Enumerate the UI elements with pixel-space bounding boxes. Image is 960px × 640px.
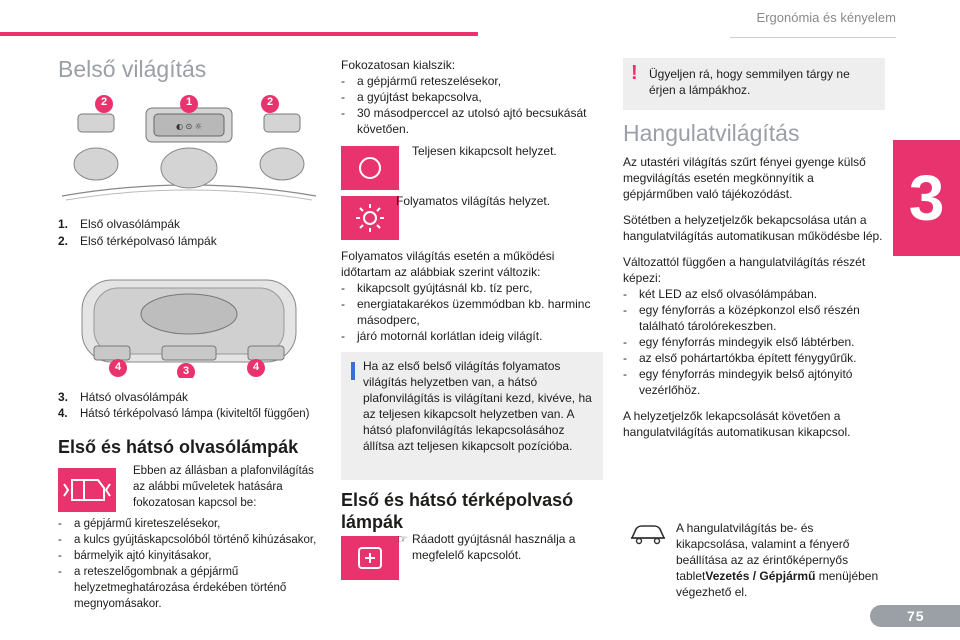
- section-title: Ergonómia és kényelem: [756, 10, 896, 25]
- mood-lighting-body: [623, 154, 885, 440]
- callout-1: 1: [185, 96, 193, 108]
- door-lamp-text: Ebben az állásban a plafonvilágítás az alábbi műveletek hatására fokozatosan kapcsol be:: [133, 465, 314, 509]
- list-item: - 30 másodperccel az utolsó ajtó becsukását követően.: [341, 105, 603, 137]
- paragraph: Sötétben a helyzetjelzők bekapcsolása után a hangulatvilágítás automatikusan működésbe lép.: [623, 213, 883, 243]
- map-lamp-icon: [341, 536, 399, 580]
- info-icon: [351, 362, 355, 380]
- list-item: - egy fényforrás a középkonzol első részén található tárolórekeszben.: [623, 302, 885, 334]
- paragraph: Az utastéri világítás szűrt fényei gyenge külső megvilágítás esetén megkönnyítik a gépjárműben való tájékozódást.: [623, 155, 866, 201]
- info-note-text: Ha az első belső világítás folyamatos világítás helyzetben van, a hátsó plafonvilágítás is világítani kezd, kivéve, ha az teljesen kikapcsolt helyzetben van. A hátsó plafonvilágítás lekapcsolásához állítsa azt teljesen kikapcsolt pozícióba.: [363, 359, 592, 453]
- header-accent-bar: [0, 32, 478, 36]
- off-list: [341, 73, 603, 137]
- header-divider: [730, 37, 896, 38]
- map-lamp-icon-box: [341, 536, 399, 580]
- callout-3: 3: [182, 365, 190, 377]
- door-lamp-icon: [58, 468, 116, 512]
- list-item: - a gépjármű reteszelésekor,: [341, 73, 603, 89]
- rear-item: 4. Hátsó térképolvasó lámpa (kiviteltől függően): [58, 408, 310, 420]
- callout-4-left: 4: [114, 361, 122, 373]
- car-text: A hangulatvilágítás be- és kikapcsolása, valamint a fényerő beállítása az az érintőképernyős tabletVezetés / Gépjármű menüjében végezhető el.: [676, 521, 879, 599]
- duration-list: [341, 280, 603, 344]
- list-item: - kikapcsolt gyújtásnál kb. tíz perc,: [341, 280, 603, 296]
- duration-intro: Folyamatos világítás esetén a működési időtartam az alábbiak szerint változik:: [341, 249, 555, 279]
- paragraph: A helyzetjelzők lekapcsolását követően a hangulatvilágítás automatikusan kikapcsol.: [623, 409, 851, 439]
- page-number: 75: [907, 608, 925, 624]
- list-item: - az első pohártartókba épített fénygyűrűk.: [623, 350, 885, 366]
- list-item: - a kulcs gyújtáskapcsolóból történő kihúzásakor,: [58, 532, 323, 548]
- mood-lighting-title: Hangulatvilágítás: [623, 120, 800, 146]
- front-item: 2. Első térképolvasó lámpák: [58, 234, 217, 248]
- callout-2-left: 2: [100, 96, 108, 108]
- info-note: [341, 352, 603, 480]
- activation-list: [58, 516, 323, 612]
- off-intro: Fokozatosan kialszik:: [341, 58, 456, 72]
- middle-off-section: [341, 57, 603, 137]
- rear-item: 3. Hátsó olvasólámpák: [58, 390, 189, 404]
- list-item: - egy fényforrás mindegyik belső ajtónyitó vezérlőhöz.: [623, 366, 885, 398]
- front-item: 1. Első olvasólámpák: [58, 217, 181, 231]
- paragraph: Változattól függően a hangulatvilágítás részét képezi:: [623, 255, 866, 285]
- front-items-list: [58, 216, 217, 250]
- on-position-text: Folyamatos világítás helyzet.: [396, 194, 551, 208]
- list-item: - egy fényforrás mindegyik első lábtérben.: [623, 334, 885, 350]
- map-lamp-text: Ráadott gyújtásnál használja a megfelelő kapcsolót.: [412, 532, 576, 562]
- front-lamp-illustration: [58, 92, 320, 204]
- list-item: - bármelyik ajtó kinyitásakor,: [58, 548, 323, 564]
- warning-icon: !: [631, 62, 638, 84]
- list-item: - energiatakarékos üzemmódban kb. harminc másodperc,: [341, 296, 603, 328]
- rear-items-list: [58, 389, 309, 423]
- callout-4-right: 4: [252, 361, 260, 373]
- list-item: - a reteszelőgombnak a gépjármű helyzetmeghatározása érdekében történő megnyomásakor.: [58, 564, 323, 612]
- section-heading-reading-lamps: Első és hátsó olvasólámpák: [58, 437, 299, 457]
- warning-text: Ügyeljen rá, hogy semmilyen tárgy ne érjen a lámpákhoz.: [649, 67, 850, 97]
- chapter-number: 3: [908, 162, 945, 234]
- on-position-icon-box: [341, 196, 399, 240]
- mood-list: [623, 286, 885, 398]
- section-heading-map-lamps: Első és hátsó térképolvasó lámpák: [341, 490, 574, 532]
- svg-text:◐ ⊙ ☼: ◐ ⊙ ☼: [176, 122, 202, 131]
- car-icon: [628, 520, 668, 546]
- off-position-icon-box: [341, 146, 399, 190]
- circle-off-icon: [341, 146, 399, 190]
- duration-section: [341, 248, 603, 344]
- list-item: - két LED az első olvasólámpában.: [623, 286, 885, 302]
- page-title: Belső világítás: [58, 56, 207, 82]
- sun-icon: [341, 196, 399, 240]
- warning-note: [623, 58, 885, 110]
- list-item: - a gépjármű kireteszelésekor,: [58, 516, 323, 532]
- door-lamp-icon-box: [58, 468, 116, 512]
- callout-2-right: 2: [266, 96, 274, 108]
- list-item: - a gyújtást bekapcsolva,: [341, 89, 603, 105]
- arrow-icon: ☞: [397, 532, 408, 546]
- off-position-text: Teljesen kikapcsolt helyzet.: [412, 144, 557, 158]
- list-item: - járó motornál korlátlan ideig világít.: [341, 328, 603, 344]
